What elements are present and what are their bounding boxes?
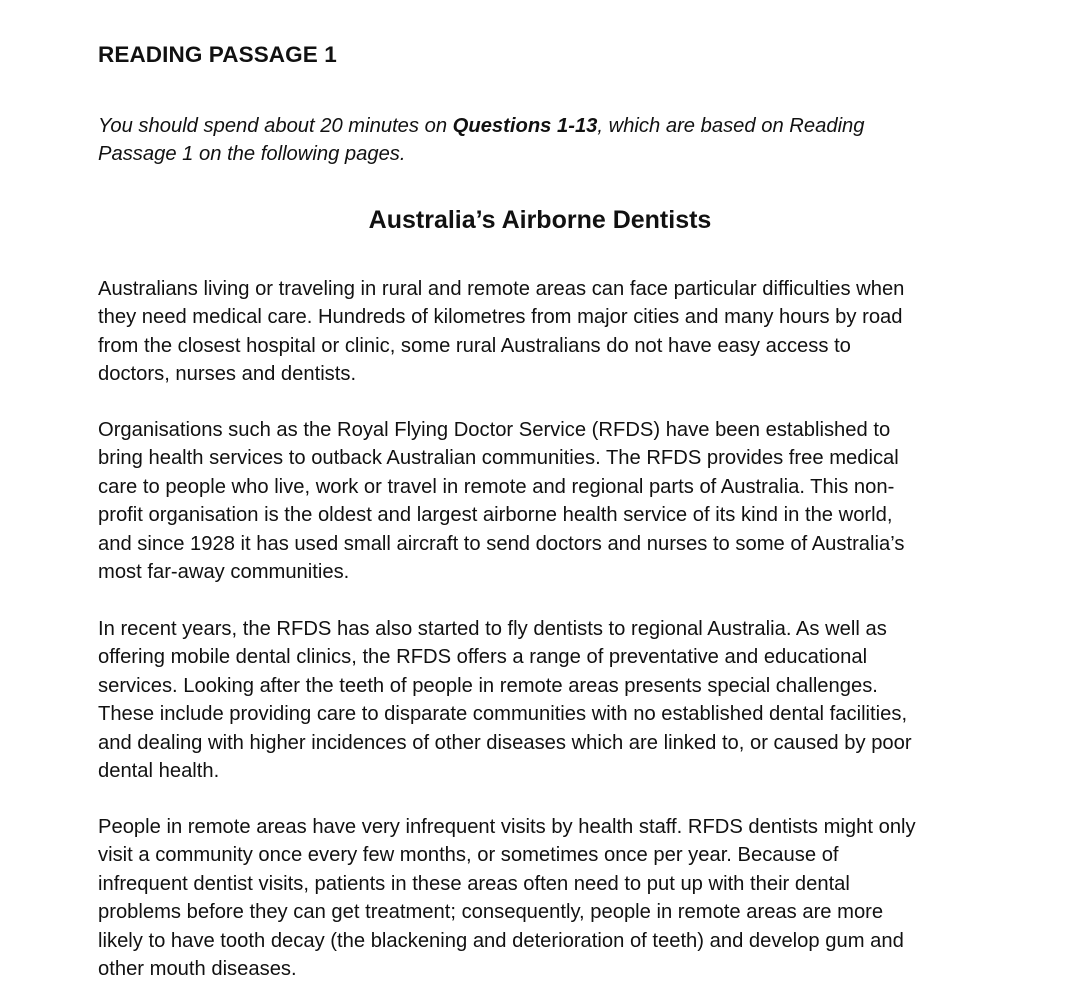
instructions-questions-range: Questions 1-13 <box>452 115 598 137</box>
paragraph-line: offering mobile dental clinics, the RFDS offers a range of preventative and educational <box>98 646 868 669</box>
paragraph-line: and dealing with higher incidences of other diseases which are linked to, or caused by poor <box>98 731 912 754</box>
paragraph-line: profit organisation is the oldest and largest airborne health service of its kind in the world, <box>98 504 893 527</box>
instructions-text-after: , which are based on Reading <box>597 115 865 137</box>
paragraph-line: doctors, nurses and dentists. <box>98 363 357 386</box>
paragraph-line: In recent years, the RFDS has also started to fly dentists to regional Australia. As well as <box>98 618 887 640</box>
paragraph-line: care to people who live, work or travel in remote and regional parts of Australia. This non- <box>98 475 895 498</box>
paragraph-2 <box>98 416 986 586</box>
instructions-text-line2: Passage 1 on the following pages. <box>98 143 406 166</box>
instructions-text-before: You should spend about 20 minutes on <box>98 115 453 137</box>
section-heading: READING PASSAGE 1 <box>98 42 337 67</box>
paragraph-line: problems before they can get treatment; consequently, people in remote areas are more <box>98 901 884 924</box>
paragraph-3 <box>98 615 986 785</box>
paragraph-line: likely to have tooth decay (the blackening and deterioration of teeth) and develop gum and <box>98 929 904 952</box>
article-title: Australia’s Airborne Dentists <box>368 206 712 234</box>
paragraph-line: infrequent dentist visits, patients in these areas often need to put up with their dental <box>98 872 850 895</box>
paragraph-line: bring health services to outback Australian communities. The RFDS provides free medical <box>98 447 899 470</box>
paragraph-line: most far-away communities. <box>98 561 350 584</box>
paragraph-line: dental health. <box>98 760 220 783</box>
paragraph-line: Organisations such as the Royal Flying Doctor Service (RFDS) have been established to <box>98 419 891 441</box>
paragraph-line: they need medical care. Hundreds of kilometres from major cities and many hours by road <box>98 306 903 329</box>
paragraph-1 <box>98 275 986 389</box>
paragraph-4 <box>98 813 986 983</box>
paragraph-line: These include providing care to disparate communities with no established dental facilities, <box>98 703 908 726</box>
paragraph-line: from the closest hospital or clinic, some rural Australians do not have easy access to <box>98 334 851 357</box>
paragraph-line: services. Looking after the teeth of people in remote areas presents special challenges. <box>98 674 878 697</box>
paragraph-line: Australians living or traveling in rural and remote areas can face particular difficulties when <box>98 278 905 300</box>
paragraph-line: other mouth diseases. <box>98 958 297 981</box>
instructions <box>98 112 978 169</box>
paragraph-line: People in remote areas have very infrequent visits by health staff. RFDS dentists might only <box>98 816 916 838</box>
paragraph-line: visit a community once every few months, or sometimes once per year. Because of <box>98 844 839 867</box>
paragraph-line: and since 1928 it has used small aircraft to send doctors and nurses to some of Australia’s <box>98 532 905 555</box>
